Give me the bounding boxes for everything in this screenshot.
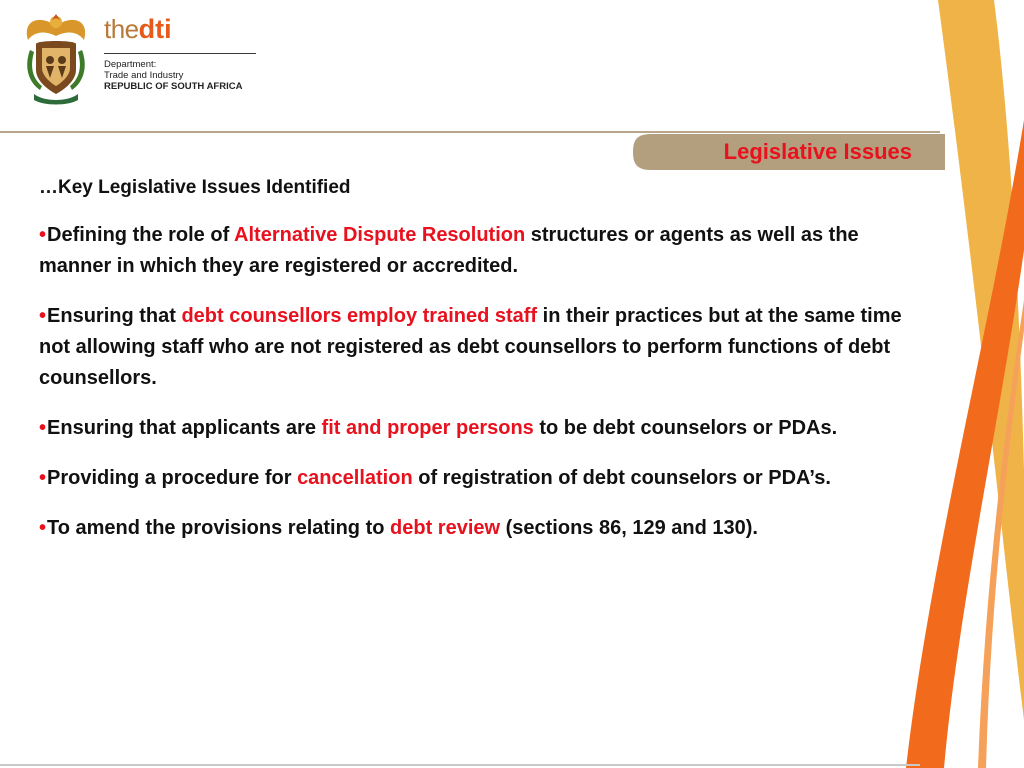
logo-rule	[104, 53, 256, 54]
header-divider	[0, 131, 940, 133]
bullet-text: in their practices but at the same time not allowing staff who are not registered as debt counsellors to perform functions of debt counsellors.	[39, 305, 902, 389]
logo-dti: dti	[138, 14, 172, 44]
dti-logo	[104, 14, 264, 45]
slide-title: Legislative Issues	[723, 139, 912, 164]
bullet-marker: •	[39, 224, 47, 246]
bullet-marker: •	[39, 467, 47, 489]
bullet-highlight: fit and proper persons	[321, 417, 534, 439]
bullet-item	[39, 220, 909, 282]
bullet-highlight: debt review	[390, 517, 501, 539]
department-label	[104, 59, 242, 92]
bullet-marker: •	[39, 417, 47, 439]
bullet-list	[39, 220, 909, 544]
bullet-marker: •	[39, 305, 47, 327]
bullet-text: Ensuring that applicants are	[47, 417, 322, 439]
bullet-text: (sections 86, 129 and 130).	[500, 517, 758, 539]
bullet-text: To amend the provisions relating to	[47, 517, 391, 539]
bullet-item	[39, 301, 909, 394]
bullet-text: to be debt counselors or PDAs.	[533, 417, 838, 439]
bullet-text: structures or agents as well as the manner in which they are registered or accredited.	[39, 224, 859, 277]
bullet-text: Ensuring that	[47, 305, 182, 327]
footer-line	[0, 764, 920, 766]
slide-content	[39, 174, 909, 563]
coat-of-arms-icon	[20, 10, 92, 106]
bullet-item	[39, 463, 909, 494]
dept-line-2: Trade and Industry	[104, 70, 184, 81]
logo-the: the	[104, 14, 139, 44]
bullet-highlight: cancellation	[297, 467, 413, 489]
bullet-item	[39, 513, 909, 544]
bullet-text: of registration of debt counselors or PDA’s.	[412, 467, 831, 489]
dept-line-1: Department:	[104, 59, 157, 70]
bullet-item	[39, 413, 909, 444]
bullet-highlight: debt counsellors employ trained staff	[181, 305, 538, 327]
bullet-marker: •	[39, 517, 47, 539]
bullet-highlight: Alternative Dispute Resolution	[234, 224, 526, 246]
bullet-text: Defining the role of	[47, 224, 235, 246]
dept-line-3: REPUBLIC OF SOUTH AFRICA	[104, 81, 243, 92]
slide-subtitle: …Key Legislative Issues Identified	[39, 177, 351, 198]
bullet-text: Providing a procedure for	[47, 467, 298, 489]
